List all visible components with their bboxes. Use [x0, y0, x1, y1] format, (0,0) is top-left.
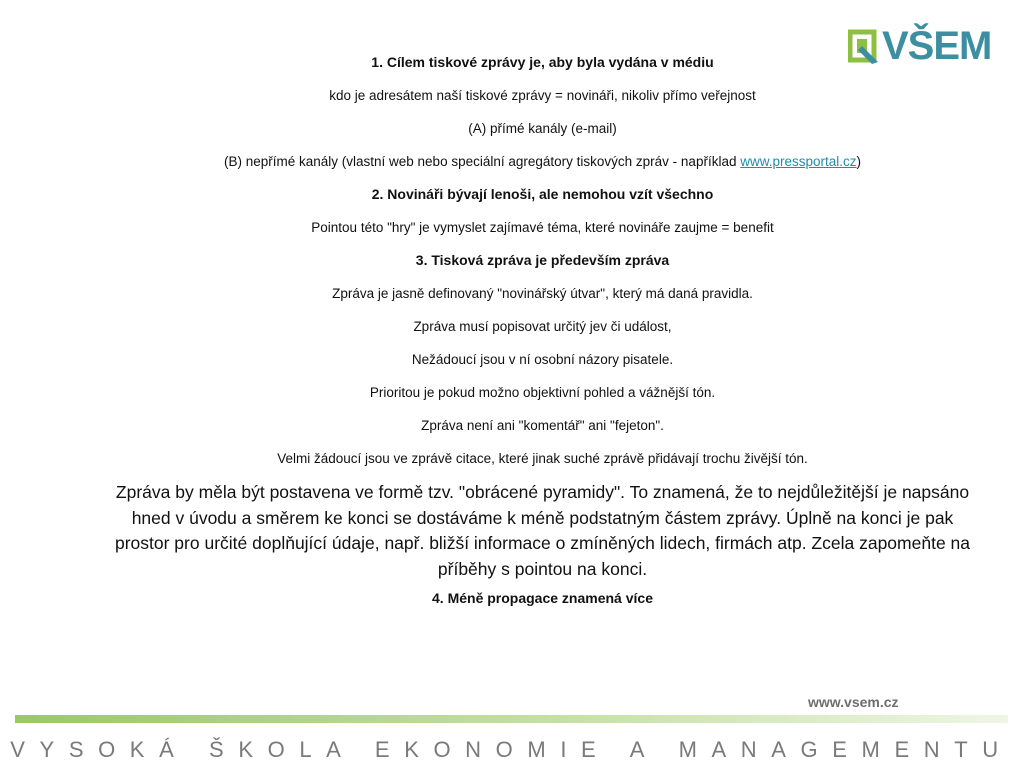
- heading-3: 3. Tisková zpráva je především zpráva: [415, 252, 670, 268]
- school-name: VYSOKÁ ŠKOLA EKONOMIE A MANAGEMENTU: [10, 737, 1013, 762]
- paragraph-recipients: kdo je adresátem naší tiskové zprávy = novináři, nikoliv přímo veřejnost: [329, 88, 756, 103]
- slide-content: [90, 46, 995, 615]
- heading-2: 2. Novináři bývají lenoši, ale nemohou vzít všechno: [371, 186, 714, 202]
- logo-wordmark: VŠEM: [882, 24, 992, 68]
- paragraph-indirect-channels: [90, 145, 995, 178]
- indirect-channels-close: ): [856, 154, 862, 169]
- paragraph-opinions: Nežádoucí jsou v ní osobní názory pisatele.: [411, 352, 674, 367]
- paragraph-direct-channels: (A) přímé kanály (e-mail): [468, 121, 617, 136]
- paragraph-inverted-pyramid: Zpráva by měla být postavena ve formě tzv. "obrácené pyramidy". To znamená, že to nejdůležitější je napsáno hned v úvodu a směrem ke konci se dostáváme k méně podstatným částem zprávy. Úplně na konci je pak prostor pro určité doplňující údaje, např. bližší informace o zmíněných lidech, firmách atp. Zcela zapomeňte na příběhy s pointou na konci.: [114, 482, 970, 579]
- footer-divider: [15, 715, 1008, 723]
- paragraph-event: Zpráva musí popisovat určitý jev či událost,: [413, 319, 672, 334]
- paragraph-news-format: Zpráva je jasně definovaný "novinářský útvar", který má daná pravidla.: [332, 286, 753, 301]
- pressportal-link[interactable]: www.pressportal.cz: [740, 154, 857, 169]
- heading-1: 1. Cílem tiskové zprávy je, aby byla vydána v médiu: [371, 54, 714, 70]
- paragraph-objective: Prioritou je pokud možno objektivní pohled a vážnější tón.: [369, 385, 716, 400]
- paragraph-not-commentary: Zpráva není ani "komentář" ani "fejeton".: [421, 418, 664, 433]
- paragraph-benefit: Pointou této "hry" je vymyslet zajímavé téma, které novináře zaujme = benefit: [311, 220, 774, 235]
- paragraph-quotes: Velmi žádoucí jsou ve zprávě citace, které jinak suché zprávě přidávají trochu živější tón.: [277, 451, 808, 466]
- indirect-channels-text: (B) nepřímé kanály (vlastní web nebo speciální agregátory tiskových zpráv - například: [223, 154, 741, 169]
- heading-4: 4. Méně propagace znamená více: [432, 590, 653, 606]
- website-label: www.vsem.cz: [808, 694, 899, 710]
